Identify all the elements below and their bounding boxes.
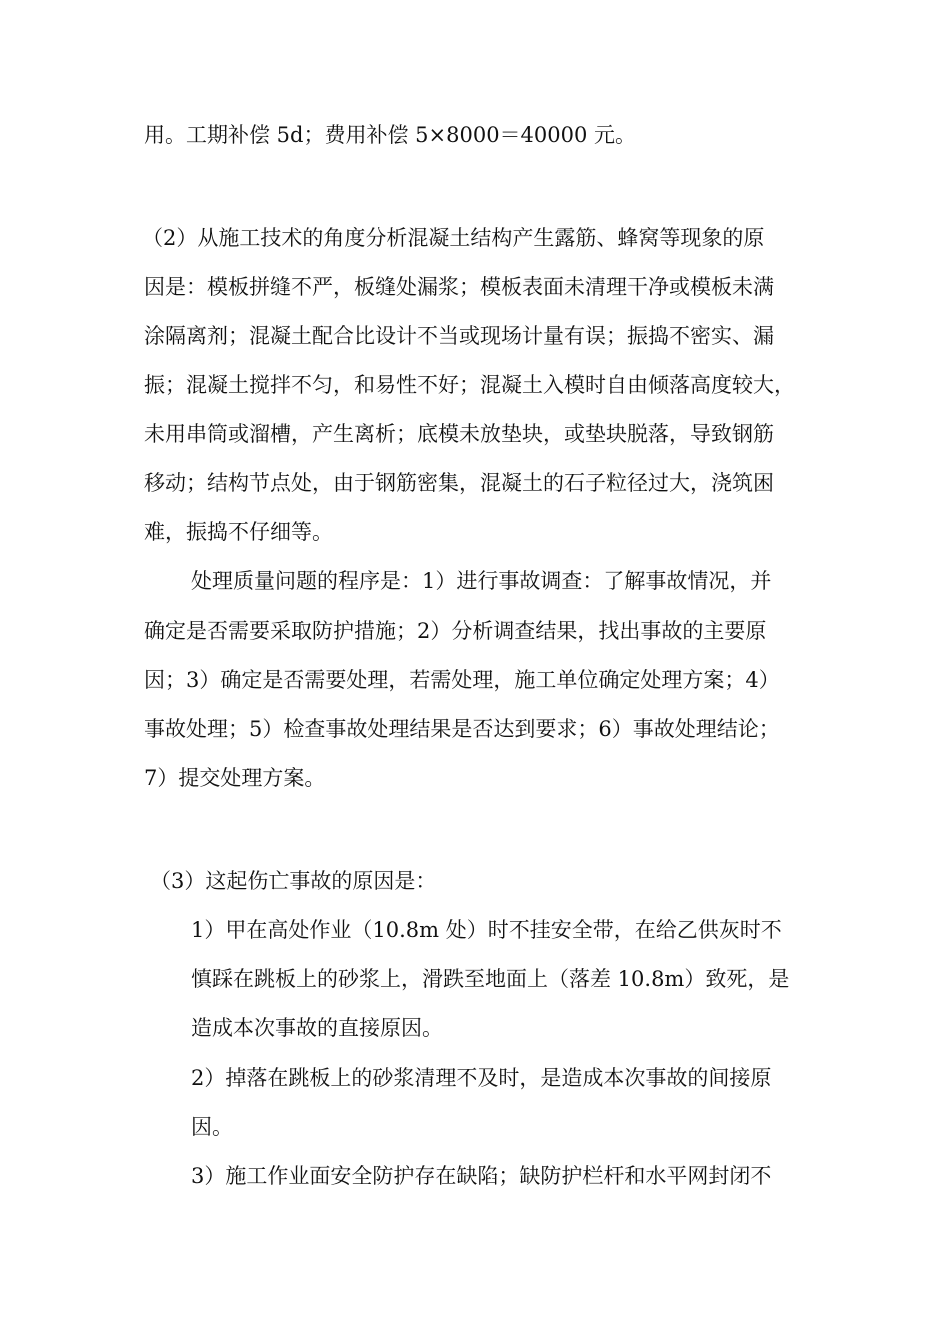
intro-line: 用。工期补偿 5d；费用补偿 5×8000＝40000 元。 — [144, 123, 637, 147]
procedure-line: 因；3）确定是否需要处理，若需处理，施工单位确定处理方案；4） — [144, 668, 780, 692]
section-2-line: 难，振捣不仔细等。 — [144, 520, 333, 544]
cause-line: 慎踩在跳板上的砂浆上，滑跌至地面上（落差 10.8m）致死，是 — [191, 967, 790, 991]
cause-line: 因。 — [191, 1115, 233, 1139]
section-2-line: 因是：模板拼缝不严，板缝处漏浆；模板表面未清理干净或模板未满 — [144, 275, 774, 299]
cause-line: 3）施工作业面安全防护存在缺陷；缺防护栏杆和水平网封闭不 — [191, 1164, 772, 1188]
section-3-heading: （3）这起伤亡事故的原因是： — [150, 869, 437, 893]
section-2-line: 涂隔离剂；混凝土配合比设计不当或现场计量有误；振捣不密实、漏 — [144, 324, 774, 348]
section-2-line: 移动；结构节点处，由于钢筋密集，混凝土的石子粒径过大，浇筑困 — [144, 471, 774, 495]
cause-line: 造成本次事故的直接原因。 — [191, 1016, 443, 1040]
procedure-line: 处理质量问题的程序是：1）进行事故调查：了解事故情况，并 — [191, 569, 772, 593]
procedure-line: 7）提交处理方案。 — [144, 766, 326, 790]
section-2-line: 未用串筒或溜槽，产生离析；底模未放垫块，或垫块脱落，导致钢筋 — [144, 422, 774, 446]
cause-line: 2）掉落在跳板上的砂浆清理不及时，是造成本次事故的间接原 — [191, 1066, 772, 1090]
procedure-line: 事故处理；5）检查事故处理结果是否达到要求；6）事故处理结论； — [144, 717, 780, 741]
section-2-line: （2）从施工技术的角度分析混凝土结构产生露筋、蜂窝等现象的原 — [142, 226, 765, 250]
cause-line: 1）甲在高处作业（10.8m 处）时不挂安全带，在给乙供灰时不 — [191, 918, 782, 942]
procedure-line: 确定是否需要采取防护措施；2）分析调查结果，找出事故的主要原 — [144, 619, 767, 643]
section-2-line: 振；混凝土搅拌不匀，和易性不好；混凝土入模时自由倾落高度较大， — [144, 373, 795, 397]
